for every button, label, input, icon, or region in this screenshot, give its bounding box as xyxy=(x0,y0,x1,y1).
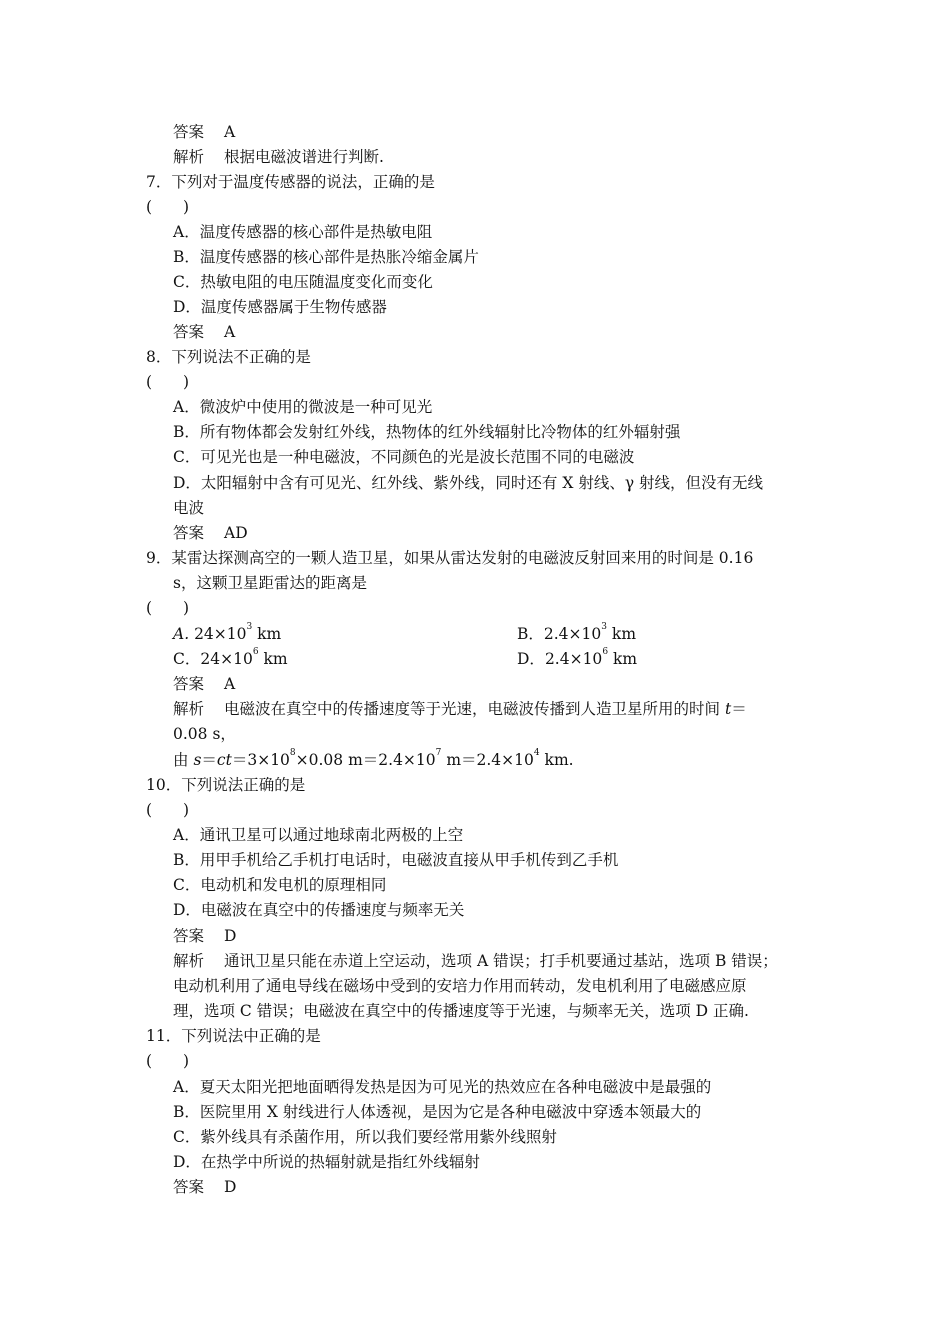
calc-text: m＝2.4×10 xyxy=(441,751,534,769)
question-7-option-d: D．温度传感器属于生物传感器 xyxy=(173,298,387,316)
intro-answer xyxy=(173,122,235,142)
analysis-label: 解析 xyxy=(173,952,205,970)
calc-variable: ct xyxy=(216,751,232,769)
question-10-stem: 10．下列说法正确的是 xyxy=(146,776,306,794)
option-unit: km xyxy=(252,625,282,643)
question-10-analysis xyxy=(173,951,778,971)
option-base: 24×10 xyxy=(194,625,247,643)
answer-value: A xyxy=(224,323,236,341)
question-9-stem: 9．某雷达探测高空的一颗人造卫星，如果从雷达发射的电磁波反射回来用的时间是 0.16 xyxy=(146,549,754,567)
question-8-paren: ( ) xyxy=(146,373,190,391)
answer-value: D xyxy=(224,1178,237,1196)
question-10-analysis-cont-1: 电动机利用了通电导线在磁场中受到的安培力作用而转动，发电机利用了电磁感应原 xyxy=(173,977,747,995)
question-9-option-d xyxy=(517,649,637,669)
question-10-analysis-cont-2: 理，选项 C 错误；电磁波在真空中的传播速度等于光速，与频率无关，选项 D 正确. xyxy=(173,1002,749,1020)
question-8-stem: 8．下列说法不正确的是 xyxy=(146,348,311,366)
question-10-option-d: D．电磁波在真空中的传播速度与频率无关 xyxy=(173,901,465,919)
question-7-option-c: C．热敏电阻的电压随温度变化而变化 xyxy=(173,273,433,291)
question-11-option-d: D．在热学中所说的热辐射就是指红外线辐射 xyxy=(173,1153,480,1171)
question-8-option-b: B．所有物体都会发射红外线，热物体的红外线辐射比冷物体的红外辐射强 xyxy=(173,423,681,441)
question-11-answer xyxy=(173,1177,236,1197)
answer-label: 答案 xyxy=(173,675,205,693)
option-unit: km xyxy=(608,650,638,668)
question-10-option-c: C．电动机和发电机的原理相同 xyxy=(173,876,387,894)
question-11-paren: ( ) xyxy=(146,1052,190,1070)
analysis-text: 通讯卫星只能在赤道上空运动，选项 A 错误；打手机要通过基站，选项 B 错误； xyxy=(224,952,778,970)
answer-label: 答案 xyxy=(173,524,205,542)
option-exponent: 6 xyxy=(252,647,259,657)
option-prefix: B． xyxy=(517,625,544,643)
analysis-text: 根据电磁波谱进行判断. xyxy=(224,148,384,166)
question-7-paren: ( ) xyxy=(146,198,190,216)
option-unit: km xyxy=(607,625,637,643)
option-unit: km xyxy=(258,650,288,668)
question-7-stem: 7．下列对于温度传感器的说法，正确的是 xyxy=(146,173,435,191)
question-9-option-c xyxy=(173,649,288,669)
answer-label: 答案 xyxy=(173,123,205,141)
option-prefix: C． xyxy=(173,650,201,668)
option-exponent: 6 xyxy=(602,647,609,657)
question-8-option-d-cont: 电波 xyxy=(173,499,205,517)
question-7-answer xyxy=(173,322,235,342)
calc-exponent: 8 xyxy=(289,748,296,758)
analysis-variable: t xyxy=(724,700,732,718)
option-base: 2.4×10 xyxy=(544,650,603,668)
option-base: 2.4×10 xyxy=(543,625,602,643)
question-11-option-b: B．医院里用 X 射线进行人体透视，是因为它是各种电磁波中穿透本领最大的 xyxy=(173,1103,702,1121)
calc-text: ＝3×10 xyxy=(231,751,290,769)
calc-exponent: 7 xyxy=(435,748,442,758)
option-base: 24×10 xyxy=(200,650,253,668)
question-8-option-d: D．太阳辐射中含有可见光、红外线、紫外线，同时还有 X 射线、γ 射线，但没有无线 xyxy=(173,474,764,492)
question-7-option-b: B．温度传感器的核心部件是热胀冷缩金属片 xyxy=(173,248,479,266)
question-10-paren: ( ) xyxy=(146,801,190,819)
question-10-option-b: B．用甲手机给乙手机打电话时，电磁波直接从甲手机传到乙手机 xyxy=(173,851,619,869)
option-exponent: 3 xyxy=(601,622,607,632)
question-9-option-a xyxy=(173,624,281,644)
question-8-answer xyxy=(173,523,248,543)
calc-variable: s xyxy=(193,751,202,769)
option-prefix: D． xyxy=(517,650,545,668)
calc-text: ×0.08 m＝2.4×10 xyxy=(295,751,436,769)
question-11-option-c: C．紫外线具有杀菌作用，所以我们要经常用紫外线照射 xyxy=(173,1128,557,1146)
calc-text: km. xyxy=(539,751,574,769)
question-8-option-a: A．微波炉中使用的微波是一种可见光 xyxy=(173,398,433,416)
answer-label: 答案 xyxy=(173,927,205,945)
answer-value: A xyxy=(224,123,236,141)
answer-label: 答案 xyxy=(173,1178,205,1196)
question-9-analysis-cont: 0.08 s， xyxy=(173,725,236,743)
question-9-answer xyxy=(173,674,235,694)
option-prefix: A. xyxy=(173,625,190,643)
calc-text: 由 xyxy=(173,751,194,769)
question-10-option-a: A．通讯卫星可以通过地球南北两极的上空 xyxy=(173,826,464,844)
question-9-calc xyxy=(173,750,574,770)
calc-exponent: 4 xyxy=(533,748,540,758)
analysis-label: 解析 xyxy=(173,148,205,166)
question-10-answer xyxy=(173,926,236,946)
question-8-option-c: C．可见光也是一种电磁波，不同颜色的光是波长范围不同的电磁波 xyxy=(173,448,635,466)
question-11-option-a: A．夏天太阳光把地面晒得发热是因为可见光的热效应在各种电磁波中是最强的 xyxy=(173,1078,712,1096)
question-9-option-b xyxy=(517,624,636,644)
question-7-option-a: A．温度传感器的核心部件是热敏电阻 xyxy=(173,223,433,241)
analysis-text: 电磁波在真空中的传播速度等于光速，电磁波传播到人造卫星所用的时间 xyxy=(224,700,721,718)
question-11-stem: 11．下列说法中正确的是 xyxy=(146,1027,321,1045)
question-9-analysis xyxy=(173,699,747,719)
answer-value: A xyxy=(224,675,236,693)
intro-analysis xyxy=(173,147,384,167)
analysis-label: 解析 xyxy=(173,700,205,718)
answer-label: 答案 xyxy=(173,323,205,341)
question-9-stem-cont: s，这颗卫星距雷达的距离是 xyxy=(173,574,367,592)
question-9-paren: ( ) xyxy=(146,599,190,617)
answer-value: AD xyxy=(224,524,248,542)
calc-text: ＝ xyxy=(201,751,217,769)
analysis-symbol: ＝ xyxy=(731,700,747,718)
option-exponent: 3 xyxy=(246,622,253,632)
answer-value: D xyxy=(224,927,237,945)
